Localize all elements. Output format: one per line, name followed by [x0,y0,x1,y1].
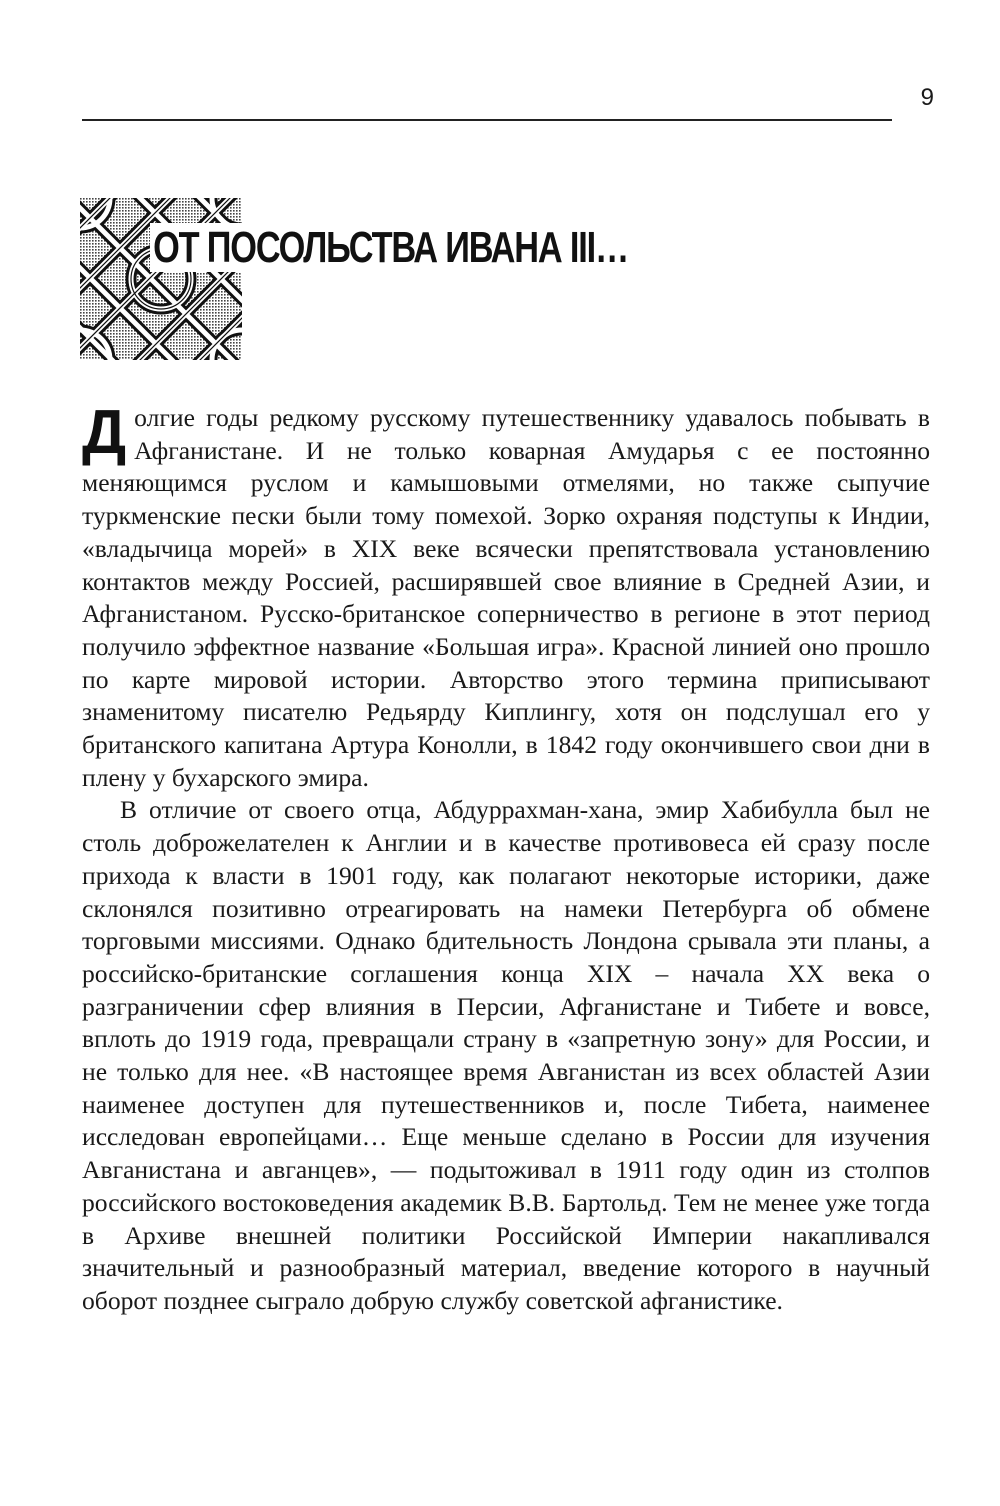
chapter-title-text: ОТ ПОСОЛЬСТВА ИВАНА III… [150,223,634,272]
page-number: 9 [920,84,934,111]
body-text [82,398,930,1318]
chapter-title [150,222,634,274]
paragraph-1 [82,398,930,794]
header-rule [82,119,892,121]
paragraph-1-text: олгие годы редкому русскому путешественнику удавалось побывать в Афганистане. И не только коварная Амударья с ее постоянно меняющимся руслом и камышовыми отмелями, но также сыпучие туркменские пески были тому помехой. Зорко охраняя подступы к Индии, «владычица морей» в XIX веке всячески препятствовала установлению контактов между Россией, расширявшей свое влияние в Средней Азии, и Афганистаном. Русско-британское соперничество в регионе в этот период получило эффектное название «Большая игра». Красной линией оно прошло по карте мировой истории. Авторство этого термина приписывают знаменитому писателю Редьярду Киплингу, хотя он подслушал его у британского капитана Артура Конолли, в 1842 году окончившего свои дни в плену у бухарского эмира. [82,403,930,792]
drop-cap: Д [82,398,127,467]
paragraph-2: В отличие от своего отца, Абдуррахман-хана, эмир Хабибулла был не столь доброжелателен к Англии и в качестве противовеса ей сразу после прихода к власти в 1901 году, как полагают некоторые историки, даже склонялся позитивно отреагировать на намеки Петербурга об обмене торговыми миссиями. Однако бдительность Лондона срывала эти планы, а российско-британские соглашения конца XIX – начала XX века о разграничении сфер влияния в Персии, Афганистане и Тибете и вовсе, вплоть до 1919 года, превращали страну в «запретную зону» для России, и не только для нее. «В настоящее время Авганистан из всех областей Азии наименее доступен для путешественников и, после Тибета, наименее исследован европейцами… Еще меньше сделано в России для изучения Авганистана и авганцев», — подытоживал в 1911 году один из столпов российского востоковедения академик В.В. Бартольд. Тем не менее уже тогда в Архиве внешней политики Российской Империи накапливался значительный и разнообразный материал, введение которого в научный оборот позднее сыграло добрую службу советской афганистике. [82,795,930,1315]
